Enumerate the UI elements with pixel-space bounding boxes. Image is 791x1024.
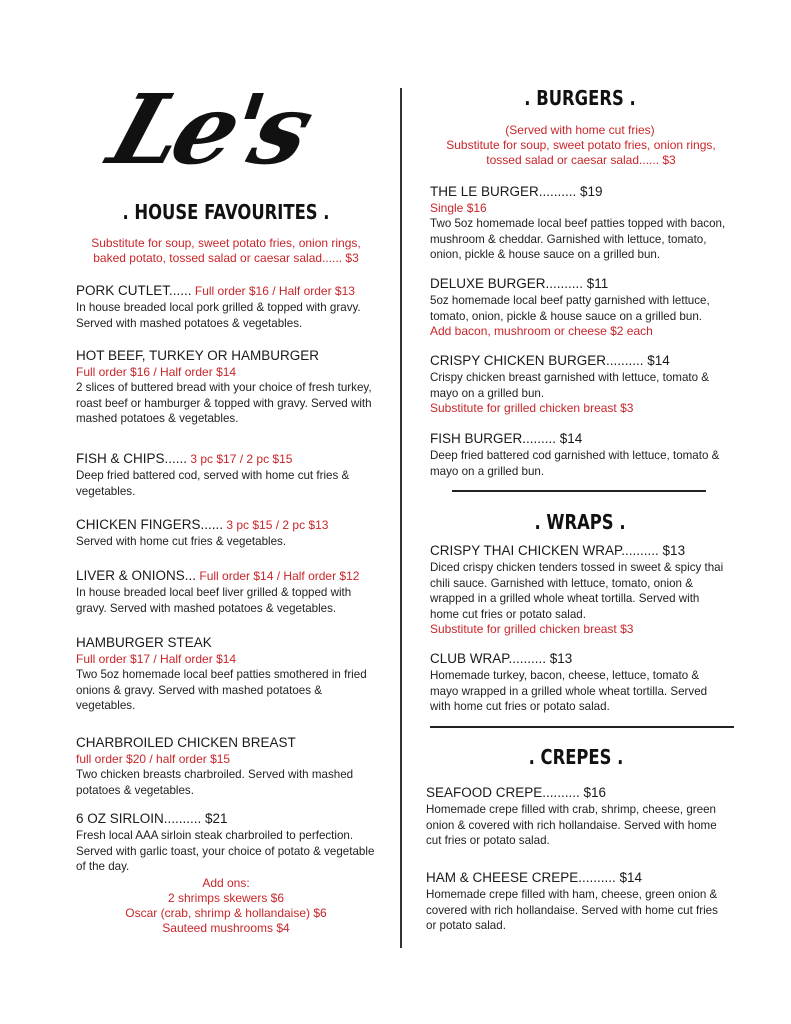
burgers-substitute-note: Substitute for soup, sweet potato fries, onion rings, tossed salad or caesar salad...... $3 bbox=[446, 138, 716, 167]
house-favourites-title: . HOUSE FAVOURITES . bbox=[122, 200, 330, 224]
add-on-line: Oscar (crab, shrimp & hollandaise) $6 bbox=[125, 906, 327, 920]
item-name: CLUB WRAP.......... $13 bbox=[430, 651, 573, 666]
item-description: Homemade crepe filled with crab, shrimp, cheese, green onion & covered with rich hollandaise. Served with home cut fries or potato salad. bbox=[426, 803, 717, 847]
menu-item bbox=[430, 650, 730, 715]
item-description: Deep fried battered cod, served with home cut fries & vegetables. bbox=[76, 469, 350, 498]
section-divider bbox=[430, 726, 734, 728]
item-description: Fresh local AAA sirloin steak charbroiled to perfection. Served with garlic toast, your choice of potato & vegetable of the day. bbox=[76, 829, 375, 873]
item-price: full order $20 / half order $15 bbox=[76, 752, 231, 766]
item-description: Homemade crepe filled with ham, cheese, green onion & covered with rich hollandaise. Served with home cut fries or potato salad. bbox=[426, 888, 718, 932]
menu-item bbox=[430, 542, 730, 637]
menu-item bbox=[430, 352, 730, 416]
logo bbox=[96, 73, 322, 190]
item-price: 3 pc $17 / 2 pc $15 bbox=[187, 452, 293, 466]
wraps-title: . WRAPS . bbox=[534, 510, 626, 534]
menu-item bbox=[76, 734, 376, 798]
item-price: Single $16 bbox=[430, 201, 487, 215]
item-description: In house breaded local pork grilled & topped with gravy. Served with mashed potatoes & vegetables. bbox=[76, 301, 361, 330]
item-price: 3 pc $15 / 2 pc $13 bbox=[223, 518, 329, 532]
item-description: Deep fried battered cod garnished with lettuce, tomato & mayo on a grilled bun. bbox=[430, 449, 720, 478]
item-price: Full order $17 / Half order $14 bbox=[76, 652, 237, 666]
burgers-served-note: (Served with home cut fries) bbox=[505, 123, 655, 137]
menu-item bbox=[76, 516, 376, 550]
item-name: CHARBROILED CHICKEN BREAST bbox=[76, 735, 296, 750]
item-name: PORK CUTLET...... bbox=[76, 283, 192, 298]
menu-item bbox=[76, 282, 376, 331]
menu-item bbox=[76, 634, 376, 714]
item-name: HAM & CHEESE CREPE.......... $14 bbox=[426, 870, 643, 885]
item-name: FISH BURGER......... $14 bbox=[430, 431, 583, 446]
menu-item bbox=[426, 869, 730, 934]
burgers-title: . BURGERS . bbox=[524, 86, 636, 110]
item-description: Homemade turkey, bacon, cheese, lettuce, tomato & mayo wrapped in a grilled whole wheat tortilla. Served with home cut fries or potato salad. bbox=[430, 669, 708, 713]
logo-text: Le's bbox=[96, 73, 322, 186]
item-name: THE LE BURGER.......... $19 bbox=[430, 184, 603, 199]
item-description: Two chicken breasts charbroiled. Served with mashed potatoes & vegetables. bbox=[76, 768, 354, 797]
item-name: 6 OZ SIRLOIN.......... $21 bbox=[76, 811, 228, 826]
menu-item bbox=[76, 450, 376, 499]
menu-item bbox=[426, 784, 730, 849]
menu-item bbox=[76, 567, 376, 616]
item-name: HOT BEEF, TURKEY OR HAMBURGER bbox=[76, 348, 320, 363]
item-addon-note: Substitute for grilled chicken breast $3 bbox=[430, 401, 634, 415]
item-description: Two 5oz homemade local beef patties topped with bacon, mushroom & cheddar. Garnished with lettuce, tomato, onion, pickle & house sauce on a grilled bun. bbox=[430, 217, 726, 261]
item-description: Two 5oz homemade local beef patties smothered in fried onions & gravy. Served with mashed potatoes & vegetables. bbox=[76, 668, 367, 712]
menu-item bbox=[430, 430, 730, 479]
house-substitute-note: Substitute for soup, sweet potato fries, onion rings, baked potato, tossed salad or caesar salad...... $3 bbox=[91, 236, 361, 265]
item-description: 2 slices of buttered bread with your choice of fresh turkey, roast beef or hamburger & topped with gravy. Served with mashed potatoes & vegetables. bbox=[76, 381, 372, 425]
item-name: CRISPY CHICKEN BURGER.......... $14 bbox=[430, 353, 670, 368]
add-on-line: Sauteed mushrooms $4 bbox=[162, 921, 290, 935]
menu-item bbox=[76, 347, 376, 427]
item-description: Served with home cut fries & vegetables. bbox=[76, 535, 287, 548]
item-price: Full order $16 / Half order $13 bbox=[191, 284, 355, 298]
add-ons-title: Add ons: bbox=[202, 876, 250, 890]
item-description: 5oz homemade local beef patty garnished with lettuce, tomato, onion, pickle & house sauce on a grilled bun. bbox=[430, 294, 710, 323]
item-addon-note: Substitute for grilled chicken breast $3 bbox=[430, 622, 634, 636]
item-name: HAMBURGER STEAK bbox=[76, 635, 212, 650]
item-addon-note: Add bacon, mushroom or cheese $2 each bbox=[430, 324, 653, 338]
menu-item bbox=[430, 183, 730, 263]
add-ons bbox=[76, 876, 376, 936]
crepes-title: . CREPES . bbox=[528, 745, 624, 769]
item-name: SEAFOOD CREPE.......... $16 bbox=[426, 785, 607, 800]
item-price: Full order $16 / Half order $14 bbox=[76, 365, 237, 379]
item-name: DELUXE BURGER.......... $11 bbox=[430, 276, 609, 291]
menu-item bbox=[76, 810, 376, 875]
item-price: Full order $14 / Half order $12 bbox=[196, 569, 360, 583]
item-description: In house breaded local beef liver grilled & topped with gravy. Served with mashed potatoes & vegetables. bbox=[76, 586, 352, 615]
item-name: CHICKEN FINGERS...... bbox=[76, 517, 224, 532]
item-name: CRISPY THAI CHICKEN WRAP.......... $13 bbox=[430, 543, 686, 558]
section-divider bbox=[452, 490, 706, 492]
item-name: FISH & CHIPS...... bbox=[76, 451, 188, 466]
item-name: LIVER & ONIONS... bbox=[76, 568, 197, 583]
menu-item bbox=[430, 275, 730, 339]
item-description: Crispy chicken breast garnished with lettuce, tomato & mayo on a grilled bun. bbox=[430, 371, 710, 400]
add-on-line: 2 shrimps skewers $6 bbox=[167, 891, 285, 905]
item-description: Diced crispy chicken tenders tossed in sweet & spicy thai chili sauce. Garnished with lettuce, tomato, onion & wrapped in a grilled whole wheat tortilla. Served with home cut fries or potato salad. bbox=[430, 561, 724, 621]
column-divider bbox=[400, 88, 402, 948]
